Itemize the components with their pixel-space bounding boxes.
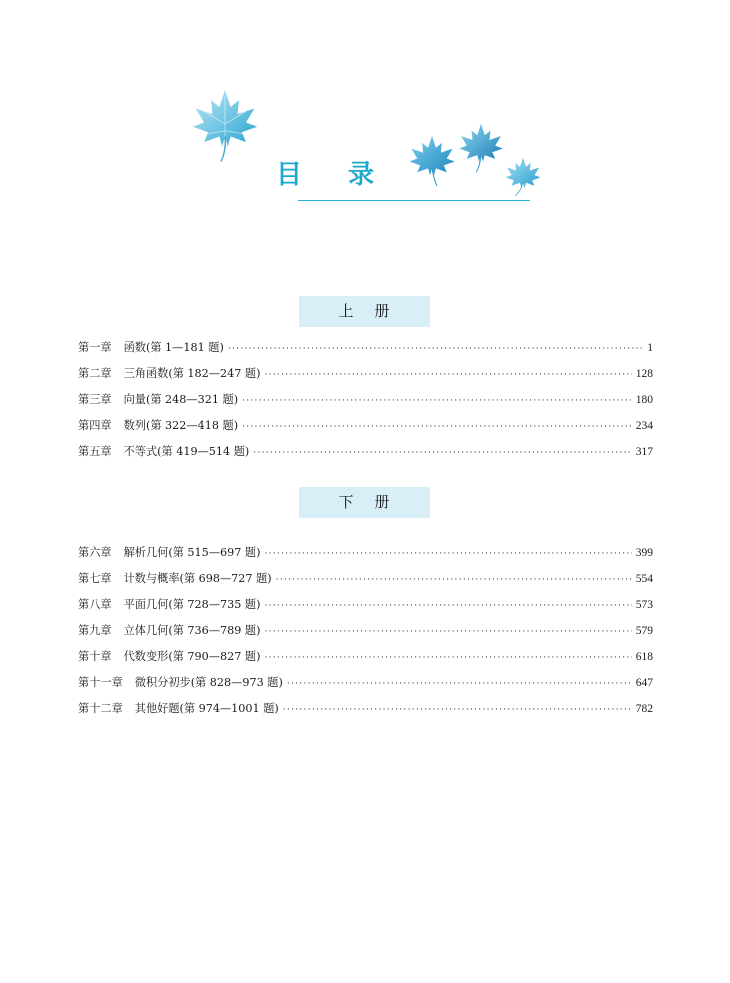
page-number: 180 <box>635 394 653 406</box>
dot-leader <box>264 362 631 388</box>
dot-leader <box>264 619 631 645</box>
chapter-number: 第十二章 <box>78 702 123 715</box>
dot-leader <box>253 440 631 466</box>
volume-header-right: 册 <box>374 302 391 320</box>
title-underline <box>298 200 530 201</box>
chapter-number: 第九章 <box>78 624 112 637</box>
toc-row[interactable] <box>78 618 653 644</box>
dot-leader <box>264 541 631 567</box>
toc-row[interactable] <box>78 387 653 413</box>
maple-leaf-icon <box>456 122 506 174</box>
dot-leader <box>264 645 631 671</box>
chapter-number: 第三章 <box>78 393 112 406</box>
chapter-number: 第二章 <box>78 367 112 380</box>
toc-row[interactable] <box>78 335 653 361</box>
maple-leaf-icon <box>190 86 260 166</box>
page-number: 554 <box>635 573 653 585</box>
toc-row[interactable] <box>78 566 653 592</box>
chapter-title: 三角函数(第 182—247 题) <box>123 367 261 380</box>
chapter-title: 计数与概率(第 698—727 题) <box>123 572 272 585</box>
page-number: 234 <box>635 420 653 432</box>
dot-leader <box>276 567 632 593</box>
toc-row[interactable] <box>78 696 653 722</box>
page-number: 573 <box>635 599 653 611</box>
chapter-title: 数列(第 322—418 题) <box>123 419 239 432</box>
chapter-number: 第六章 <box>78 546 112 559</box>
chapter-number: 第七章 <box>78 572 112 585</box>
chapter-title: 函数(第 1—181 题) <box>123 341 224 354</box>
toc-row[interactable] <box>78 439 653 465</box>
page-number: 317 <box>635 446 653 458</box>
toc-list-upper <box>78 335 653 465</box>
chapter-title: 其他好题(第 974—1001 题) <box>134 702 279 715</box>
chapter-number: 第十章 <box>78 650 112 663</box>
chapter-number: 第十一章 <box>78 676 123 689</box>
toc-row[interactable] <box>78 670 653 696</box>
page-number: 399 <box>635 547 653 559</box>
chapter-number: 第一章 <box>78 341 112 354</box>
dot-leader <box>242 388 632 414</box>
dot-leader <box>242 414 632 440</box>
page-number: 618 <box>635 651 653 663</box>
volume-header-left: 上 <box>338 302 355 320</box>
maple-leaf-icon <box>406 134 458 188</box>
toc-row[interactable] <box>78 413 653 439</box>
toc-row[interactable] <box>78 644 653 670</box>
toc-row[interactable] <box>78 361 653 387</box>
chapter-title: 平面几何(第 728—735 题) <box>123 598 261 611</box>
page-number: 1 <box>647 342 653 354</box>
volume-header-left: 下 <box>338 493 355 511</box>
page-number: 128 <box>635 368 653 380</box>
chapter-title: 不等式(第 419—514 题) <box>123 445 250 458</box>
chapter-number: 第八章 <box>78 598 112 611</box>
chapter-number: 第四章 <box>78 419 112 432</box>
toc-row[interactable] <box>78 592 653 618</box>
toc-list-lower <box>78 540 653 722</box>
dot-leader <box>264 593 631 619</box>
title-char-2: 录 <box>348 160 377 190</box>
volume-header-lower <box>299 487 430 518</box>
title-char-1: 目 <box>276 160 305 190</box>
page-number: 782 <box>635 703 653 715</box>
toc-row[interactable] <box>78 540 653 566</box>
page-number: 579 <box>635 625 653 637</box>
maple-leaf-icon <box>500 156 546 198</box>
volume-header-right: 册 <box>374 493 391 511</box>
dot-leader <box>287 671 632 697</box>
volume-header-upper <box>299 296 430 327</box>
chapter-number: 第五章 <box>78 445 112 458</box>
chapter-title: 向量(第 248—321 题) <box>123 393 239 406</box>
chapter-title: 立体几何(第 736—789 题) <box>123 624 261 637</box>
chapter-title: 解析几何(第 515—697 题) <box>123 546 261 559</box>
page-title <box>276 154 376 191</box>
chapter-title: 代数变形(第 790—827 题) <box>123 650 261 663</box>
dot-leader <box>228 336 643 362</box>
page-number: 647 <box>635 677 653 689</box>
chapter-title: 微积分初步(第 828—973 题) <box>134 676 283 689</box>
dot-leader <box>283 697 632 723</box>
